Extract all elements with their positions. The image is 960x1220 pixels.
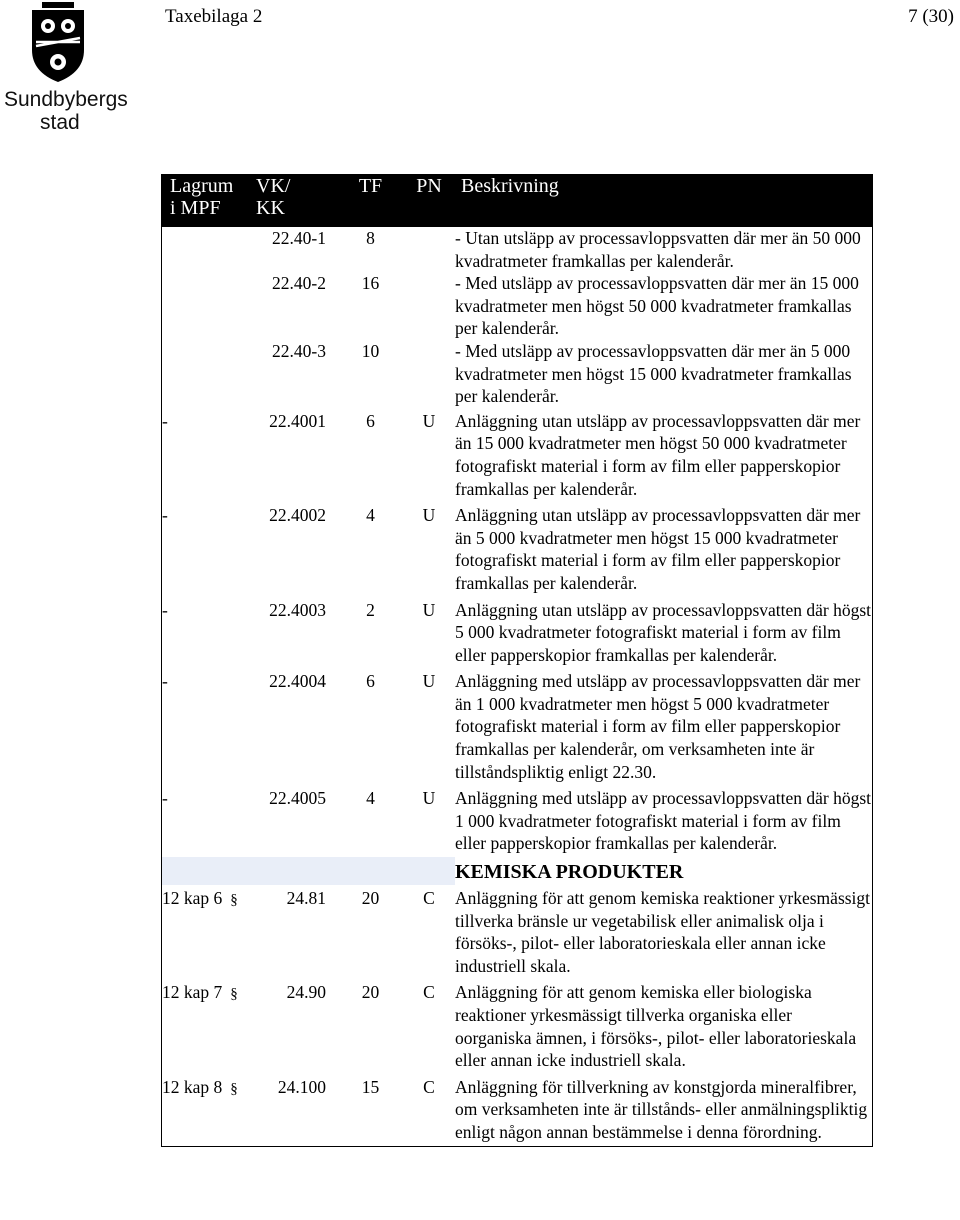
vk-cell: 24.90 [286,982,326,1003]
pn-cell: U [422,505,436,526]
tf-cell: 2 [366,599,375,620]
col-header-mpf: Lagrum i MPF [162,175,250,227]
col-header-beskrivning: Beskrivning [455,175,872,227]
tf-cell: 4 [366,505,375,526]
vk-cell: 22.4001 [269,410,326,431]
mpf-cell [162,340,250,408]
mpf-cell: 12 kap 8 § [162,1076,238,1097]
vk-cell: 24.81 [286,888,326,909]
mpf-cell [162,227,250,272]
desc-cell: Anläggning utan utsläpp av processavloppsvatten där mer än 15 000 kvadratmeter men högst 50 000 kvadratmeter fotografiskt material i form av film eller papperskopior framkallas per kalenderår. [455,410,861,499]
table-row [162,668,872,785]
table-row [162,1074,872,1146]
pn-cell: C [423,1076,435,1097]
desc-cell: - Med utsläpp av processavloppsvatten där mer än 15 000 kvadratmeter men högst 50 000 kvadratmeter framkallas per kalenderår. [455,273,859,339]
vk-cell: 24.100 [277,1076,326,1097]
desc-cell: Anläggning utan utsläpp av processavloppsvatten där högst 5 000 kvadratmeter fotografiskt material i form av film eller papperskopior framkallas per kalenderår. [455,599,872,665]
page-number: 7 (30) [908,6,954,27]
vk-cell: 22.4004 [269,671,326,692]
mpf-cell: - [162,505,168,526]
vk-cell: 22.40-1 [272,228,326,248]
tf-cell: 4 [366,788,375,809]
section-row [162,857,872,885]
desc-cell: Anläggning för att genom kemiska reaktioner yrkesmässigt tillverka bränsle ur vegetabilisk eller animalisk olja i försöks-, pilot- eller laboratorieskala eller annan icke industriell skala. [455,888,871,976]
table-row [162,597,872,669]
table-row [162,502,872,596]
pn-cell [403,272,455,340]
vk-cell: 22.4002 [269,505,326,526]
pn-cell [403,340,455,408]
table-row [162,885,872,979]
tf-cell: 20 [361,982,380,1003]
tf-cell: 20 [361,888,380,909]
pn-cell: U [422,788,436,809]
logo-line1: Sundbybergs [4,88,128,111]
table-row [162,408,872,502]
mpf-cell: 12 kap 7 § [162,982,238,1003]
fee-table [162,175,872,1146]
table-row [162,227,872,272]
table-header [162,175,872,227]
table-row [162,272,872,340]
desc-cell: Anläggning utan utsläpp av processavloppsvatten där mer än 5 000 kvadratmeter men högst 15 000 kvadratmeter fotografiskt material i form av film eller papperskopior framkallas per kalenderår. [455,505,861,593]
logo [0,0,128,140]
mpf-cell: 12 kap 6 § [162,888,238,909]
pn-cell [403,227,455,272]
desc-cell: - Med utsläpp av processavloppsvatten där mer än 5 000 kvadratmeter men högst 15 000 kvadratmeter framkallas per kalenderår. [455,340,852,407]
tf-cell: 6 [366,671,375,692]
mpf-cell [162,272,250,340]
vk-cell: 22.4005 [269,788,326,809]
desc-cell: Anläggning för tillverkning av konstgjorda mineralfibrer, om verksamheten inte är tillstånds- eller anmälningspliktig enligt någon annan bestämmelse i denna förordning. [455,1076,868,1142]
mpf-cell: - [162,599,168,620]
col-header-pn: PN [403,175,455,227]
pn-cell: U [422,410,436,431]
table-row [162,979,872,1073]
mpf-cell: - [162,410,168,431]
city-crest-icon [28,2,88,84]
pn-cell: U [422,599,436,620]
tf-cell: 10 [361,340,380,361]
logo-line2: stad [40,111,80,134]
vk-cell: 22.40-2 [272,273,326,294]
desc-cell: Anläggning med utsläpp av processavloppsvatten där mer än 1 000 kvadratmeter men högst 5 000 kvadratmeter fotografiskt material i form av film eller papperskopior framkallas per kalenderår, om verksamheten inte är tillståndspliktig enligt 22.30. [455,671,861,782]
vk-cell: 22.4003 [269,599,326,620]
mpf-cell: - [162,671,168,692]
document-title: Taxebilaga 2 [165,6,263,27]
mpf-cell: - [162,788,168,809]
desc-cell: - Utan utsläpp av processavloppsvatten där mer än 50 000 kvadratmeter framkallas per kalenderår. [455,228,861,271]
desc-cell: Anläggning med utsläpp av processavloppsvatten där högst 1 000 kvadratmeter fotografiskt material i form av film eller papperskopior framkallas per kalenderår. [455,788,872,854]
tf-cell: 8 [366,228,375,248]
table-row [162,785,872,857]
desc-cell: Anläggning för att genom kemiska eller biologiska reaktioner yrkesmässigt tillverka organiska eller oorganiska ämnen, i försöks-, pilot- eller laboratorieskala eller annan icke industriell skala. [455,982,857,1071]
pn-cell: C [423,982,435,1003]
col-header-tf: TF [338,175,403,227]
tf-cell: 15 [361,1076,380,1097]
col-header-vk: VK/ KK [250,175,338,227]
section-title: KEMISKA PRODUKTER [455,857,872,885]
pn-cell: U [422,671,436,692]
tf-cell: 6 [366,410,375,431]
table-row [162,340,872,408]
vk-cell: 22.40-3 [272,340,326,361]
tf-cell: 16 [361,273,380,294]
pn-cell: C [423,888,435,909]
